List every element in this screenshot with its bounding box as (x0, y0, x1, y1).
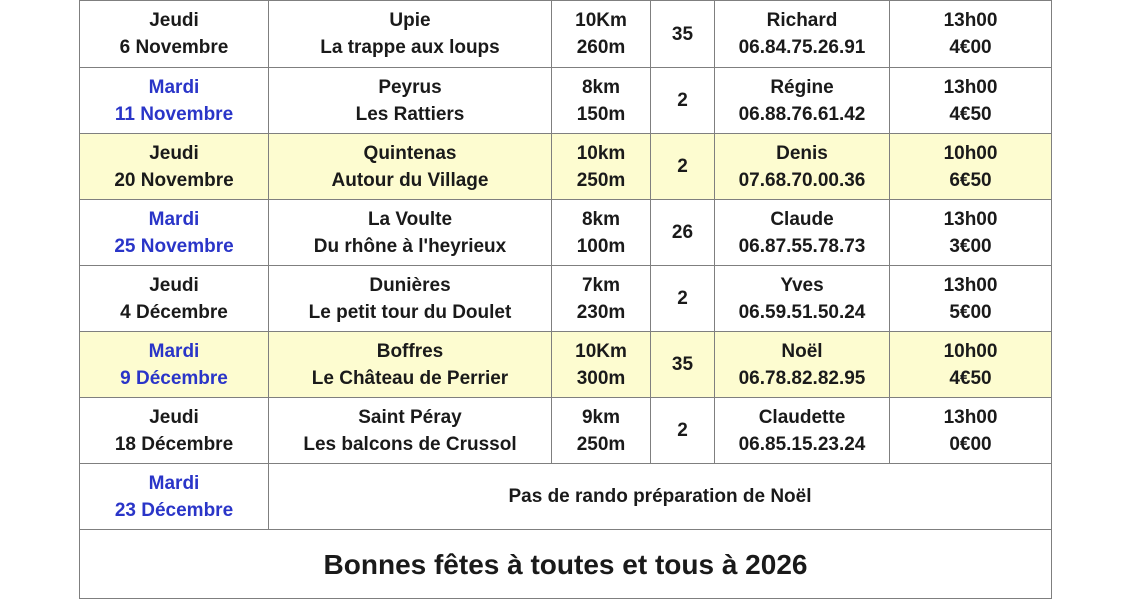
distance-cell: 10km 250m (552, 134, 651, 200)
code-cell: 2 (651, 134, 715, 200)
leader-cell: Régine 06.88.76.61.42 (715, 68, 890, 134)
distance-cell: 8km 100m (552, 200, 651, 266)
date-cell: Jeudi 20 Novembre (80, 134, 269, 200)
date-cell: Mardi 11 Novembre (80, 68, 269, 134)
no-hike-note: Pas de rando préparation de Noël (508, 486, 812, 507)
code-cell: 35 (651, 1, 715, 68)
location-cell: Quintenas Autour du Village (269, 134, 552, 200)
time-price-cell: 13h00 4€00 (890, 1, 1052, 68)
location-cell: Saint Péray Les balcons de Crussol (269, 398, 552, 464)
table-row (80, 398, 1052, 464)
table-row (80, 332, 1052, 398)
distance-cell: 8km 150m (552, 68, 651, 134)
leader-cell: Claudette 06.85.15.23.24 (715, 398, 890, 464)
table-row (80, 1, 1052, 68)
holiday-greeting: Bonnes fêtes à toutes et tous à 2026 (80, 530, 1052, 599)
time-price-cell: 10h00 4€50 (890, 332, 1052, 398)
table-row (80, 134, 1052, 200)
date-cell: Jeudi 18 Décembre (80, 398, 269, 464)
code-cell: 26 (651, 200, 715, 266)
footer-row (80, 530, 1052, 599)
location-cell: Upie La trappe aux loups (269, 1, 552, 68)
table-row (80, 68, 1052, 134)
leader-cell: Yves 06.59.51.50.24 (715, 266, 890, 332)
distance-cell: 10Km 260m (552, 1, 651, 68)
table-row (80, 200, 1052, 266)
leader-cell: Claude 06.87.55.78.73 (715, 200, 890, 266)
table-row (80, 266, 1052, 332)
location-cell: Peyrus Les Rattiers (269, 68, 552, 134)
code-cell: 2 (651, 68, 715, 134)
date-cell: Jeudi 6 Novembre (80, 1, 269, 68)
leader-cell: Denis 07.68.70.00.36 (715, 134, 890, 200)
hike-schedule-table (79, 0, 1052, 599)
location-cell: La Voulte Du rhône à l'heyrieux (269, 200, 552, 266)
distance-cell: 9km 250m (552, 398, 651, 464)
distance-cell: 7km 230m (552, 266, 651, 332)
distance-cell: 10Km 300m (552, 332, 651, 398)
code-cell: 2 (651, 266, 715, 332)
date-cell: Mardi 25 Novembre (80, 200, 269, 266)
location-cell: Boffres Le Château de Perrier (269, 332, 552, 398)
time-price-cell: 13h00 3€00 (890, 200, 1052, 266)
leader-cell: Noël 06.78.82.82.95 (715, 332, 890, 398)
note-cell (269, 464, 1052, 530)
leader-cell: Richard 06.84.75.26.91 (715, 1, 890, 68)
time-price-cell: 13h00 4€50 (890, 68, 1052, 134)
time-price-cell: 10h00 6€50 (890, 134, 1052, 200)
code-cell: 35 (651, 332, 715, 398)
time-price-cell: 13h00 5€00 (890, 266, 1052, 332)
location-cell: Dunières Le petit tour du Doulet (269, 266, 552, 332)
date-cell: Mardi 23 Décembre (80, 464, 269, 530)
schedule-body (80, 1, 1052, 599)
time-price-cell: 13h00 0€00 (890, 398, 1052, 464)
code-cell: 2 (651, 398, 715, 464)
table-row (80, 464, 1052, 530)
date-cell: Jeudi 4 Décembre (80, 266, 269, 332)
date-cell: Mardi 9 Décembre (80, 332, 269, 398)
